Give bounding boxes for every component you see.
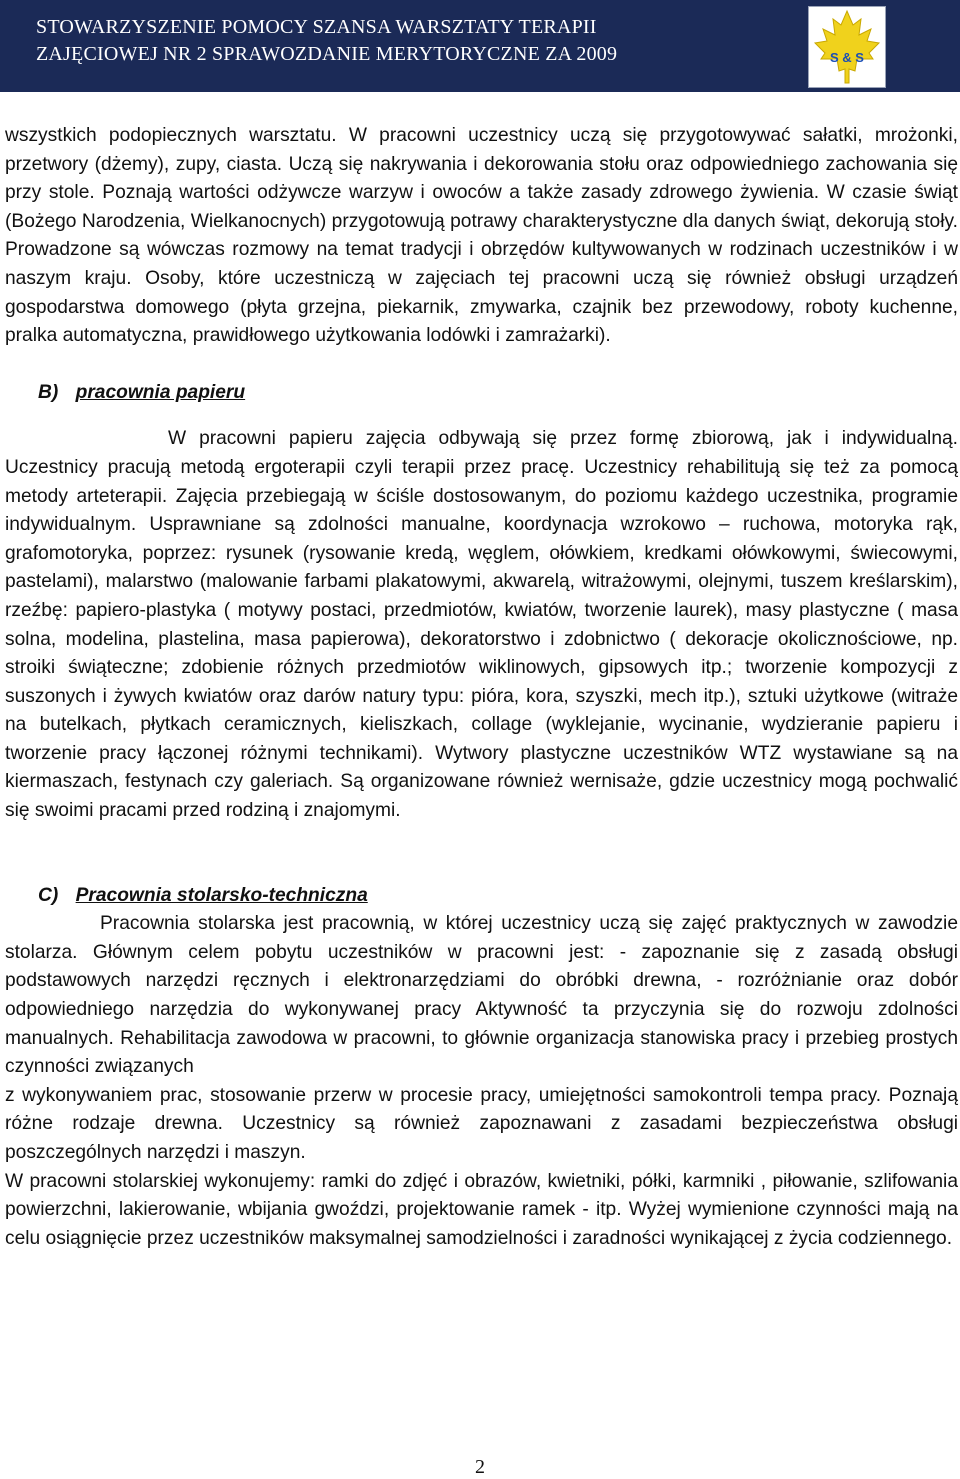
section-c-paragraph-2: z wykonywaniem prac, stosowanie przerw w procesie pracy, umiejętności samokontroli tempa pracy. Poznają różne rodzaje drewna. Uczestnicy są również zapoznawani z zasadami bezpieczeństwa obsługi poszczególnych narzędzi i maszyn. <box>5 1084 958 1163</box>
section-c-heading <box>5 882 958 911</box>
section-b-label: B) <box>38 381 59 403</box>
page-number: 2 <box>475 1456 485 1478</box>
logo-text: S & S <box>830 50 864 65</box>
section-c-paragraph-3: W pracowni stolarskiej wykonujemy: ramki do zdjęć i obrazów, kwietniki, półki, karmniki , piłowanie, szlifowania powierzchni, lakierowanie, wbijania gwoździ, projektowanie ramek - itp. Wyżej wymienione czynności mają na celu osiągnięcie przez uczestników maksymalnej samodzielności i zaradności wynikającej z życia codziennego. <box>5 1170 958 1249</box>
header-title <box>36 14 756 68</box>
maple-leaf-logo-icon <box>809 7 885 87</box>
section-c-paragraph-1: Pracownia stolarska jest pracownią, w której uczestnicy uczą się zajęć praktycznych w zawodzie stolarza. Głównym celem pobytu uczestników w pracowni jest: - zapoznanie się z zasadą obsługi podstawowych narzędzi ręcznych i elektronarzędziami do obróbki drewna, - rozróżnianie oraz dobór odpowiedniego narzędzia do wykonywanej pracy Aktywność ta przyczynia się do rozwoju zdolności manualnych. Rehabilitacja zawodowa w pracowni, to głównie organizacja stanowiska pracy i przebieg prostych czynności związanych <box>5 913 958 1078</box>
section-c-label: C) <box>38 884 59 906</box>
header-title-line-2: ZAJĘCIOWEJ NR 2 SPRAWOZDANIE MERYTORYCZNE ZA 2009 <box>36 43 618 65</box>
intro-paragraph: wszystkich podopiecznych warsztatu. W pracowni uczestnicy uczą się przygotowywać sałatki, mrożonki, przetwory (dżemy), zupy, ciasta. Uczą się nakrywania i dekorowania stołu oraz odpowiedniego zachowania się przy stole. Poznają wartości odżywcze warzyw i owoców a także zasady zdrowego żywienia. W czasie świąt (Bożego Narodzenia, Wielkanocnych) przygotowują potrawy charakterystyczne dla danych świąt, dekorują stoły. Prowadzone są wówczas rozmowy na temat tradycji i obrzędów kultywowanych w rodzinach uczestników i w naszym kraju. Osoby, które uczestniczą w zajęciach tej pracowni uczą się również obsługi urządzeń gospodarstwa domowego (płyta grzejna, piekarnik, zmywarka, czajnik bez przewodowy, roboty kuchenne, pralka automatyczna, prawidłowego użytkowania lodówki i zamrażarki). <box>5 125 958 347</box>
page-header <box>0 0 960 92</box>
document-body <box>5 122 958 1253</box>
section-b-title: pracownia papieru <box>75 381 246 403</box>
section-b-heading <box>5 379 958 408</box>
header-title-line-1: STOWARZYSZENIE POMOCY SZANSA WARSZTATY TERAPII <box>36 16 597 38</box>
section-c-title: Pracownia stolarsko-techniczna <box>75 884 368 906</box>
section-b-paragraph: W pracowni papieru zajęcia odbywają się przez formę zbiorową, jak i indywidualną. Uczestnicy pracują metodą ergoterapii czyli terapii przez pracę. Uczestnicy rehabilitują się też za pomocą metody arteterapii. Zajęcia przebiegają w ściśle dostosowanym, do poziomu każdego uczestnika, programie indywidualnym. Usprawniane są zdolności manualne, koordynacja wzrokowo – ruchowa, motoryka rąk, grafomotoryka, poprzez: rysunek (rysowanie kredą, węglem, ołówkiem, kredkami ołówkowymi, świecowymi, pastelami), malarstwo (malowanie farbami plakatowymi, akwarelą, witrażowymi, olejnymi, tuszem kreślarskim), rzeźbę: papiero-plastyka ( motywy postaci, przedmiotów, kwiatów, tworzenie laurek), masy plastyczne ( masa solna, modelina, plastelina, masa papierowa), dekoratorstwo i zdobnictwo ( dekoracje okolicznościowe, np. stroiki świąteczne; zdobienie różnych przedmiotów wiklinowych, gipsowych itp.; tworzenie kompozycji z suszonych i żywych kwiatów oraz darów natury typu: pióra, kora, szyszki, mech itp.), sztuki użytkowe (witraże na butelkach, płytkach ceramicznych, kieliszkach, collage (wyklejanie, wycinanie, wydzieranie papieru i tworzenie pracy łączonej różnymi technikami). Wytwory plastyczne uczestników WTZ wystawiane są na kiermaszach, festynach czy galeriach. Są organizowane również wernisaże, gdzie uczestnicy mogą pochwalić się swoimi pracami przed rodziną i znajomymi. <box>5 428 958 822</box>
organization-logo <box>808 6 886 88</box>
